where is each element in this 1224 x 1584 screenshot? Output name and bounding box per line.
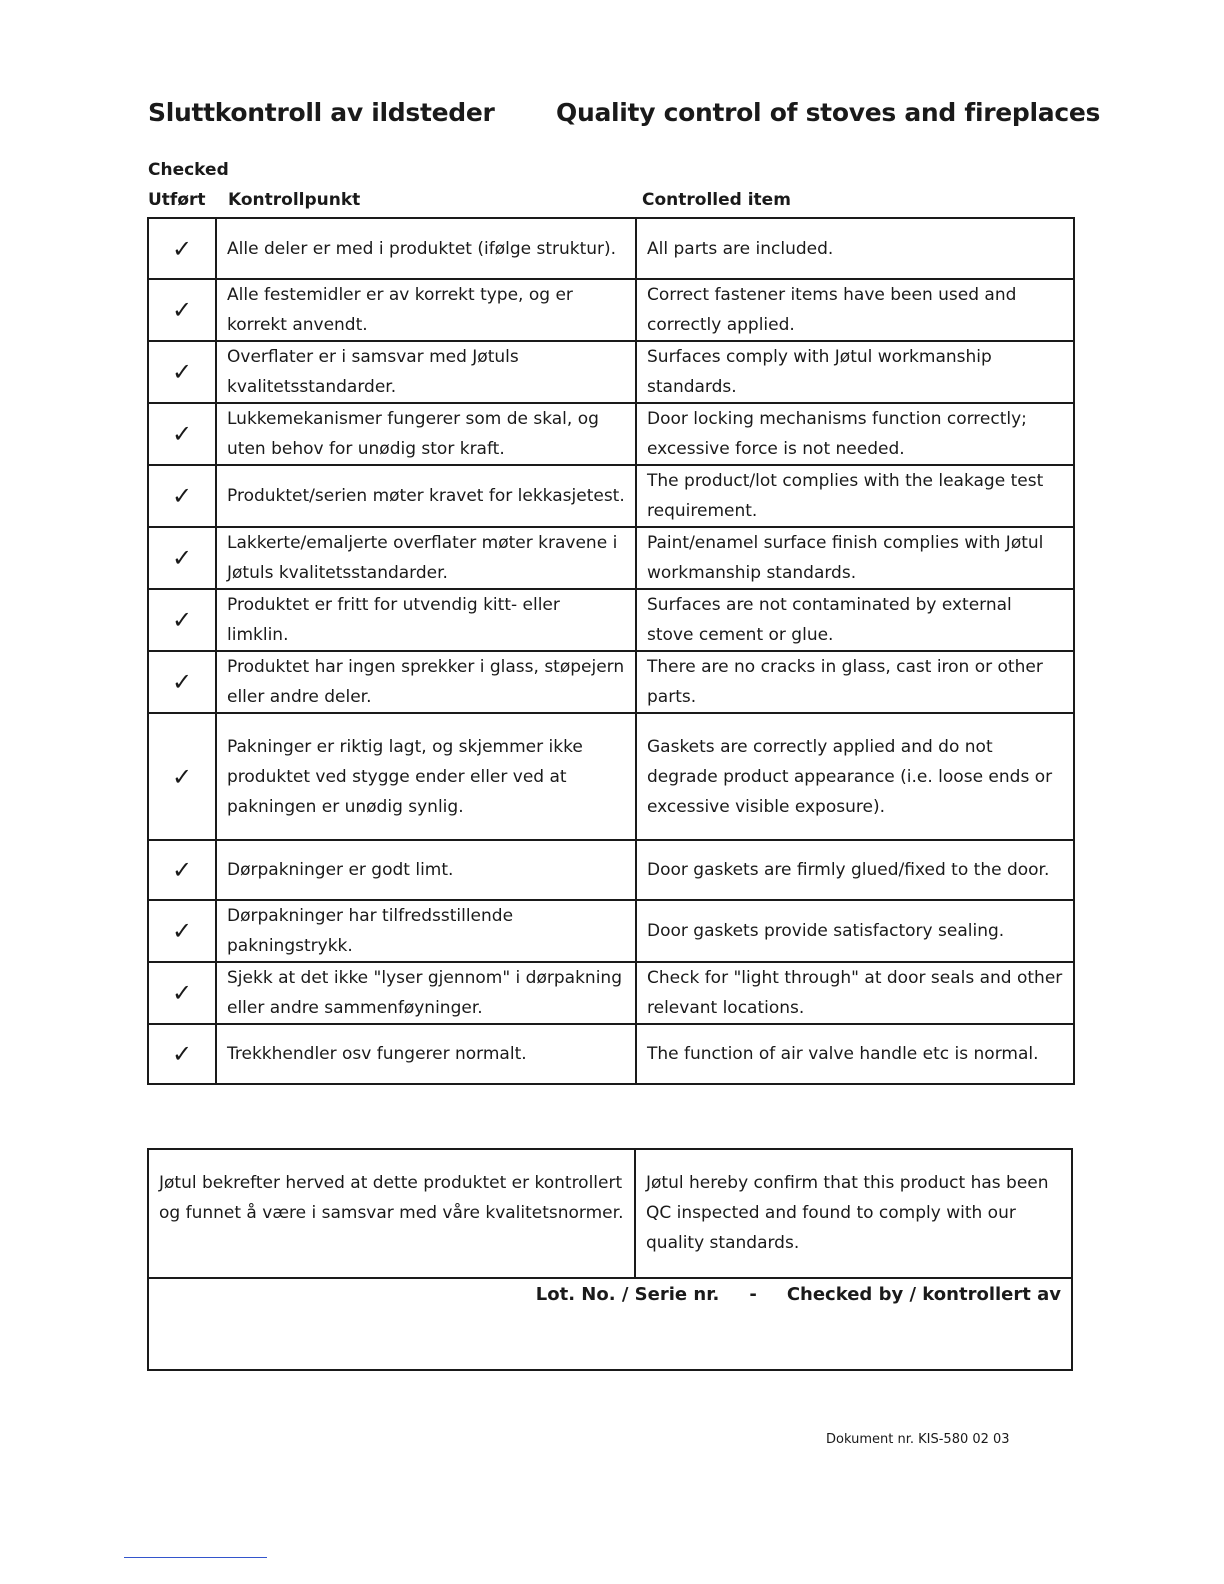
controlled-item-en: Surfaces comply with Jøtul workmanship standards. [636,341,1074,403]
check-mark-icon[interactable]: ✓ [148,840,216,900]
signature-area[interactable] [148,1278,1072,1370]
control-point-no: Dørpakninger er godt limt. [216,840,636,900]
control-point-no: Lukkemekanismer fungerer som de skal, og uten behov for unødig stor kraft. [216,403,636,465]
checklist-body [148,218,1074,1084]
table-row [148,900,1074,962]
control-point-no: Produktet har ingen sprekker i glass, støpejern eller andre deler. [216,651,636,713]
confirmation-text-en: Jøtul hereby confirm that this product has been QC inspected and found to comply with our quality standards. [635,1149,1072,1278]
control-point-no: Dørpakninger har tilfredsstillende pakningstrykk. [216,900,636,962]
controlled-item-en: The product/lot complies with the leakage test requirement. [636,465,1074,527]
check-mark-icon[interactable]: ✓ [148,279,216,341]
controlled-item-en: Correct fastener items have been used and correctly applied. [636,279,1074,341]
control-point-no: Produktet er fritt for utvendig kitt- eller limklin. [216,589,636,651]
table-row [148,341,1074,403]
document-number: Dokument nr. KIS-580 02 03 [826,1432,1010,1447]
control-point-no: Overflater er i samsvar med Jøtuls kvalitetsstandarder. [216,341,636,403]
header-controlled-item: Controlled item [642,190,791,210]
controlled-item-en: Gaskets are correctly applied and do not degrade product appearance (i.e. loose ends or excessive visible exposure). [636,713,1074,840]
control-point-no: Sjekk at det ikke "lyser gjennom" i dørpakning eller andre sammenføyninger. [216,962,636,1024]
header-utfort: Utført [148,190,206,210]
check-mark-icon[interactable]: ✓ [148,1024,216,1084]
table-row [148,1024,1074,1084]
table-row [148,403,1074,465]
table-row [148,962,1074,1024]
check-mark-icon[interactable]: ✓ [148,403,216,465]
confirmation-table [147,1148,1073,1371]
check-mark-icon[interactable]: ✓ [148,465,216,527]
controlled-item-en: Paint/enamel surface finish complies with Jøtul workmanship standards. [636,527,1074,589]
control-point-no: Alle deler er med i produktet (ifølge struktur). [216,218,636,279]
controlled-item-en: Surfaces are not contaminated by external stove cement or glue. [636,589,1074,651]
signature-row [148,1278,1072,1370]
controlled-item-en: Door locking mechanisms function correctly; excessive force is not needed. [636,403,1074,465]
controlled-item-en: Door gaskets are firmly glued/fixed to the door. [636,840,1074,900]
check-mark-icon[interactable]: ✓ [148,962,216,1024]
check-mark-icon[interactable]: ✓ [148,341,216,403]
check-mark-icon[interactable]: ✓ [148,651,216,713]
check-mark-icon[interactable]: ✓ [148,900,216,962]
controlled-item-en: There are no cracks in glass, cast iron or other parts. [636,651,1074,713]
control-point-no: Pakninger er riktig lagt, og skjemmer ikke produktet ved stygge ender eller ved at pakningen er unødig synlig. [216,713,636,840]
table-row [148,589,1074,651]
check-mark-icon[interactable]: ✓ [148,527,216,589]
control-point-no: Trekkhendler osv fungerer normalt. [216,1024,636,1084]
title-english: Quality control of stoves and fireplaces [556,98,1101,127]
check-mark-icon[interactable]: ✓ [148,713,216,840]
confirmation-row [148,1149,1072,1278]
controlled-item-en: All parts are included. [636,218,1074,279]
controlled-item-en: Door gaskets provide satisfactory sealing. [636,900,1074,962]
confirmation-text-no: Jøtul bekrefter herved at dette produktet er kontrollert og funnet å være i samsvar med våre kvalitetsnormer. [148,1149,635,1278]
footnote-separator-line [124,1557,267,1558]
table-row [148,279,1074,341]
table-row [148,651,1074,713]
controlled-item-en: The function of air valve handle etc is normal. [636,1024,1074,1084]
check-mark-icon[interactable]: ✓ [148,589,216,651]
controlled-item-en: Check for "light through" at door seals and other relevant locations. [636,962,1074,1024]
checklist-table [147,217,1075,1085]
control-point-no: Lakkerte/emaljerte overflater møter kravene i Jøtuls kvalitetsstandarder. [216,527,636,589]
header-kontrollpunkt: Kontrollpunkt [228,190,361,210]
table-row [148,465,1074,527]
table-row [148,840,1074,900]
check-mark-icon[interactable]: ✓ [148,218,216,279]
lot-number-label: Lot. No. / Serie nr. [535,1284,720,1305]
table-row [148,218,1074,279]
control-point-no: Alle festemidler er av korrekt type, og er korrekt anvendt. [216,279,636,341]
checked-by-label: Checked by / kontrollert av [786,1284,1061,1305]
title-norwegian: Sluttkontroll av ildsteder [148,98,495,127]
header-checked: Checked [148,160,229,180]
label-separator: - [749,1284,757,1305]
table-row [148,713,1074,840]
table-row [148,527,1074,589]
control-point-no: Produktet/serien møter kravet for lekkasjetest. [216,465,636,527]
